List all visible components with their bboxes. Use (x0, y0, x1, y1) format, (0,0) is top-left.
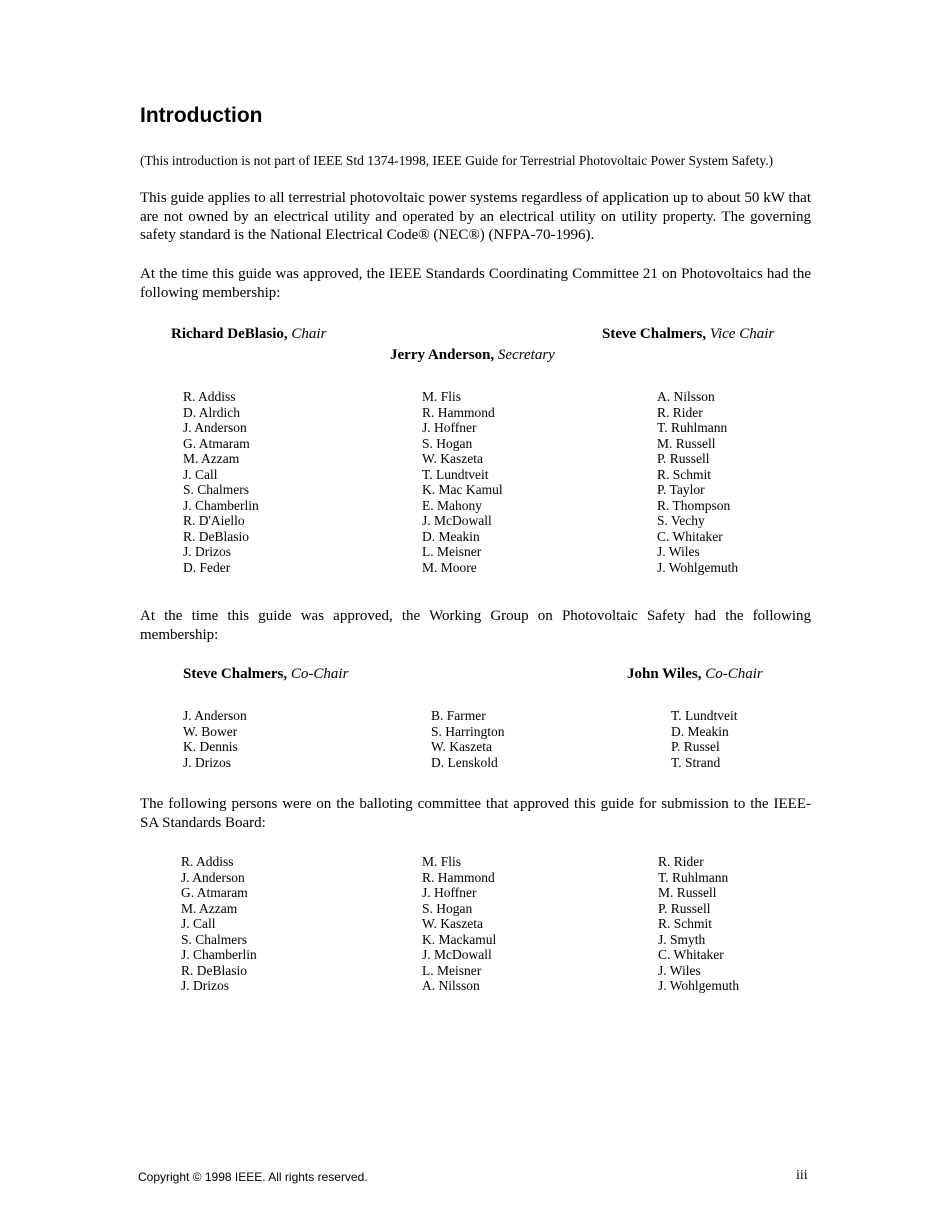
wg-co-chair-2-role: Co-Chair (705, 666, 763, 682)
wg-member-column-2 (431, 708, 505, 770)
member-name: J. Anderson (183, 708, 247, 723)
member-name: R. Addiss (183, 389, 236, 404)
scc21-vice-chair-role: Vice Chair (709, 326, 775, 342)
member-name: R. Hammond (422, 404, 495, 420)
scc21-member-column-2 (422, 389, 503, 575)
member-name: D. Meakin (671, 723, 729, 739)
paragraph-scope: This guide applies to all terrestrial photovoltaic power systems regardless of application up to about 50 kW that are not owned by an electrical utility and operated by an electrical utility on utility property. The governing safety standard is the National Electrical Code® (NEC®) (NFPA-70-1996). (140, 190, 811, 243)
member-name: K. Mackamul (422, 931, 497, 947)
ballot-member-column-3 (658, 854, 739, 994)
member-name: D. Feder (183, 559, 231, 575)
ballot-member-column-1 (181, 854, 257, 994)
member-name: S. Harrington (431, 723, 505, 739)
member-name: J. Chamberlin (181, 947, 257, 962)
member-name: R. Addiss (181, 854, 234, 869)
copyright-notice: Copyright © 1998 IEEE. All rights reserved. (138, 1170, 368, 1184)
member-name: T. Ruhlmann (657, 420, 728, 435)
member-name: J. Anderson (181, 869, 245, 885)
member-name: D. Alrdich (183, 404, 240, 420)
member-name: S. Hogan (422, 435, 473, 451)
ballot-member-column-2 (422, 854, 496, 994)
member-name: E. Mahony (422, 497, 482, 513)
member-name: G. Atmaram (183, 435, 250, 451)
member-name: A. Nilsson (422, 978, 480, 993)
member-name: R. DeBlasio (183, 528, 249, 544)
member-name: G. Atmaram (181, 885, 248, 900)
member-name: S. Chalmers (183, 482, 249, 497)
member-name: C. Whitaker (657, 528, 723, 544)
member-name: P. Russel (671, 739, 720, 754)
scc21-member-column-3 (657, 389, 738, 575)
member-name: K. Mac Kamul (422, 482, 503, 497)
scc21-secretary-name: Jerry Anderson, (390, 347, 495, 363)
wg-co-chair-1-name: Steve Chalmers, (183, 666, 288, 682)
scc21-chair-role: Chair (291, 326, 327, 342)
member-name: P. Russell (657, 451, 710, 466)
member-name: A. Nilsson (657, 389, 715, 404)
member-name: J. Chamberlin (183, 497, 259, 513)
paragraph-balloting: The following persons were on the balloting committee that approved this guide for submission to the IEEE-SA Standards Board: (140, 796, 811, 831)
scc21-chair-name: Richard DeBlasio, (171, 326, 288, 342)
member-name: J. Call (183, 466, 218, 482)
member-name: L. Meisner (422, 544, 482, 559)
member-name: J. Call (181, 916, 216, 931)
member-name: B. Farmer (431, 708, 486, 723)
member-name: J. Drizos (181, 978, 229, 993)
member-name: J. Wiles (658, 962, 701, 978)
member-name: R. Rider (657, 404, 703, 420)
wg-co-chair-2-name: John Wiles, (627, 666, 702, 682)
member-name: W. Kaszeta (431, 739, 492, 754)
scc21-vice-chair (602, 326, 774, 343)
wg-co-chair-1 (183, 666, 348, 683)
wg-member-column-3 (671, 708, 738, 770)
paragraph-scc21: At the time this guide was approved, the IEEE Standards Coordinating Committee 21 on Photovoltaics had the following membership: (140, 266, 811, 301)
member-name: M. Flis (422, 854, 462, 869)
member-name: R. Schmit (657, 466, 712, 482)
member-name: S. Vechy (657, 513, 705, 528)
wg-co-chair-2 (627, 666, 763, 683)
member-name: J. Drizos (183, 754, 231, 770)
member-name: M. Russell (658, 885, 717, 900)
member-name: W. Kaszeta (422, 916, 483, 931)
member-name: S. Chalmers (181, 931, 247, 947)
member-name: J. McDowall (422, 513, 492, 528)
member-name: J. Anderson (183, 420, 247, 435)
member-name: R. Rider (658, 854, 704, 869)
member-name: K. Dennis (183, 739, 238, 754)
page-number: iii (796, 1168, 808, 1183)
member-name: T. Lundtveit (422, 466, 489, 482)
member-name: R. DeBlasio (181, 962, 247, 978)
member-name: S. Hogan (422, 900, 473, 916)
wg-co-chair-1-role: Co-Chair (290, 666, 349, 682)
member-name: J. McDowall (422, 947, 492, 962)
member-name: R. Hammond (422, 869, 495, 885)
member-name: T. Strand (671, 754, 721, 770)
member-name: R. Thompson (657, 497, 731, 513)
scc21-chair (171, 326, 326, 343)
member-name: M. Russell (657, 435, 716, 451)
member-name: L. Meisner (422, 962, 482, 978)
intro-note: (This introduction is not part of IEEE Std 1374-1998, IEEE Guide for Terrestrial Photovoltaic Power System Safety.) (140, 153, 774, 168)
member-name: J. Drizos (183, 544, 231, 559)
scc21-secretary (390, 347, 555, 364)
member-name: C. Whitaker (658, 947, 724, 962)
member-name: W. Bower (183, 723, 238, 739)
member-name: R. Schmit (658, 916, 713, 931)
scc21-member-column-1 (183, 389, 259, 575)
member-name: J. Wohlgemuth (657, 559, 739, 575)
member-name: R. D'Aiello (183, 513, 245, 528)
member-name: P. Russell (658, 900, 711, 916)
member-name: J. Wiles (657, 544, 700, 559)
wg-member-column-1 (183, 708, 247, 770)
member-name: J. Smyth (658, 931, 706, 947)
member-name: J. Hoffner (422, 420, 477, 435)
member-name: M. Flis (422, 389, 462, 404)
scc21-secretary-role: Secretary (497, 347, 555, 363)
member-name: D. Meakin (422, 528, 480, 544)
member-name: T. Lundtveit (671, 708, 738, 723)
member-name: P. Taylor (657, 482, 705, 497)
member-name: T. Ruhlmann (658, 869, 729, 885)
member-name: M. Azzam (183, 451, 240, 466)
page-title: Introduction (140, 104, 263, 127)
member-name: D. Lenskold (431, 754, 498, 770)
member-name: J. Hoffner (422, 885, 477, 900)
scc21-vice-chair-name: Steve Chalmers, (602, 326, 707, 342)
member-name: M. Azzam (181, 900, 238, 916)
member-name: M. Moore (422, 559, 477, 575)
member-name: W. Kaszeta (422, 451, 483, 466)
paragraph-working-group: At the time this guide was approved, the Working Group on Photovoltaic Safety had the following membership: (140, 608, 811, 643)
member-name: J. Wohlgemuth (658, 978, 740, 993)
